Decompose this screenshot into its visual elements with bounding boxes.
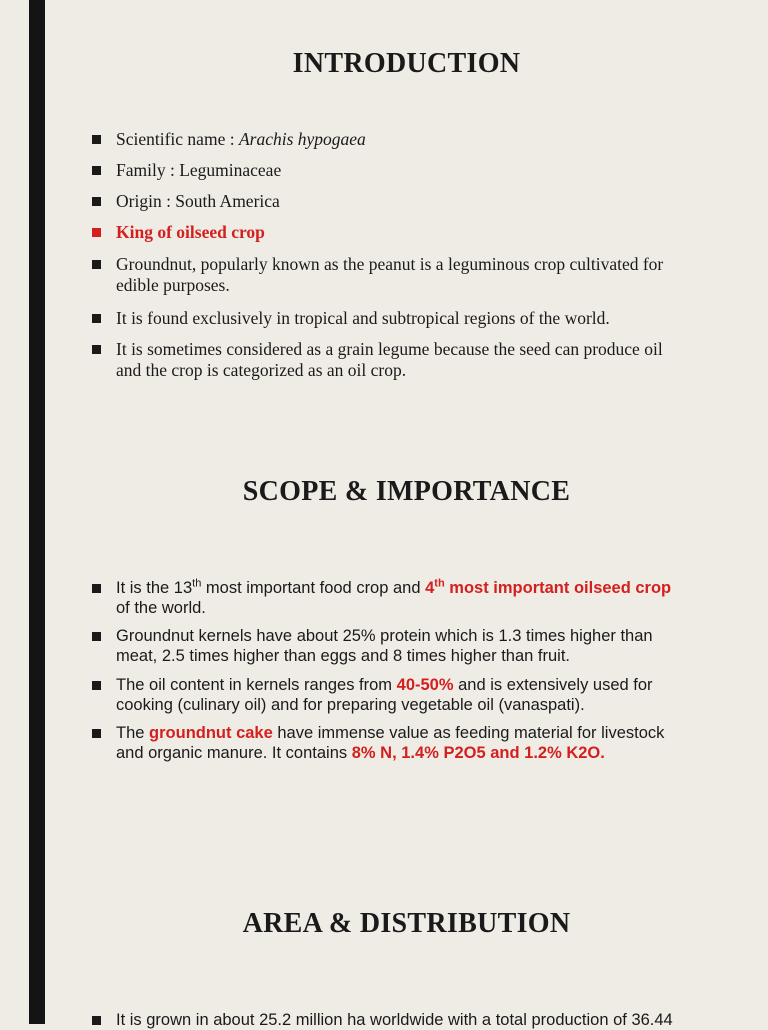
list-item [116,129,676,150]
left-border-bar [29,0,45,1024]
bullet-square-icon [92,729,101,738]
king-of-oilseed-text: King of oilseed crop [116,222,265,242]
bullet-square-icon [92,135,101,144]
scope-highlight: most important oilseed crop [444,579,672,597]
bullet-square-icon [92,197,101,206]
scope-text: of the world. [116,599,206,617]
bullet-square-icon [92,260,101,269]
scope-text: It is the 13 [116,579,193,597]
tropical-regions-text: It is found exclusively in tropical and subtropical regions of the world. [116,308,610,328]
list-item [116,308,676,329]
list-item [116,222,676,243]
list-item [116,626,676,666]
bullet-square-icon [92,314,101,323]
family-text: Family : Leguminaceae [116,160,282,180]
groundnut-description-text: Groundnut, popularly known as the peanut is a leguminous crop cultivated for edible purposes. [116,254,664,295]
origin-text: Origin : South America [116,191,280,211]
list-item [116,254,676,296]
oil-content-text: The oil content in kernels ranges from [116,676,397,694]
cake-text: have immense value as feeding material for livestock and organic manure. It contains [116,724,665,762]
superscript: th [434,577,445,590]
scientific-name-label: Scientific name : [116,129,239,149]
oil-content-text: and is extensively used for cooking (culinary oil) and for preparing vegetable oil (vanaspati). [116,676,653,714]
nutrient-highlight: 8% N, 1.4% P2O5 and 1.2% K2O. [351,744,605,762]
scope-heading: SCOPE & IMPORTANCE [242,476,571,507]
introduction-heading: INTRODUCTION [292,48,521,79]
grain-legume-text: It is sometimes considered as a grain legume because the seed can produce oil and the crop is categorized as an oil crop. [116,339,663,380]
scope-highlight: 4 [425,579,435,597]
area-text: It is grown in about 25.2 million ha worldwide with a total production of 36.44 [116,1011,673,1029]
oil-content-highlight: 40-50% [396,676,454,694]
list-item [116,578,676,618]
list-item [116,339,676,381]
bullet-square-icon [92,632,101,641]
list-item [116,1010,676,1030]
cake-highlight: groundnut cake [149,724,273,742]
list-item [116,191,676,212]
bullet-square-icon [92,228,101,237]
list-item [116,723,676,763]
scope-text: most important food crop and [201,579,426,597]
bullet-square-icon [92,166,101,175]
scientific-name-value: Arachis hypogaea [238,129,366,149]
protein-text: Groundnut kernels have about 25% protein which is 1.3 times higher than meat, 2.5 times higher than eggs and 8 times higher than fruit. [116,627,653,665]
area-heading: AREA & DISTRIBUTION [242,908,571,939]
list-item [116,160,676,181]
bullet-square-icon [92,681,101,690]
bullet-square-icon [92,345,101,354]
cake-text: The [116,724,150,742]
superscript: th [192,577,202,590]
list-item [116,675,676,715]
bullet-square-icon [92,584,101,593]
